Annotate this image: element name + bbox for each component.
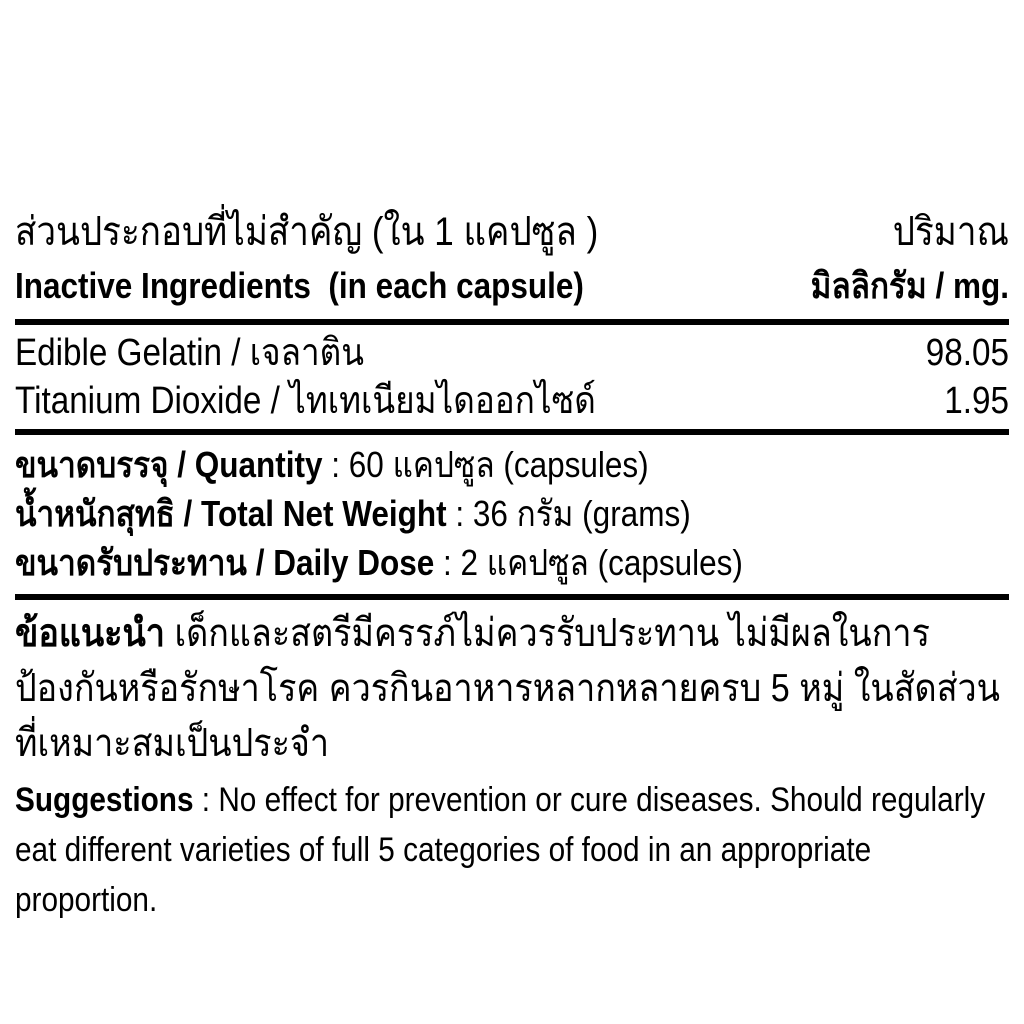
detail-label: ขนาดบรรจุ / Quantity xyxy=(15,444,323,485)
detail-value: : 36 กรัม (grams) xyxy=(446,493,691,534)
suggestions-label-thai: ข้อแนะนำ xyxy=(15,612,165,655)
suggestions-label-english: Suggestions xyxy=(15,781,194,819)
header-amount-english: มิลลิกรัม / mg. xyxy=(810,265,1009,306)
detail-row-quantity xyxy=(15,440,1009,489)
ingredient-amount: 1.95 xyxy=(944,380,1009,422)
table-header-english xyxy=(15,262,1009,310)
package-details xyxy=(15,435,1009,594)
ingredient-amount: 98.05 xyxy=(925,332,1009,374)
suggestions-text-english: : No effect for prevention or cure diseases. Should regularly eat different varieties of full 5 categories of food in an appropriate proportion. xyxy=(15,781,994,919)
detail-row-daily-dose xyxy=(15,538,1009,587)
table-row xyxy=(15,329,1009,377)
table-row xyxy=(15,377,1009,425)
detail-value: : 60 แคปซูล (capsules) xyxy=(322,444,649,485)
detail-value: : 2 แคปซูล (capsules) xyxy=(434,542,743,583)
ingredients-table xyxy=(15,325,1009,429)
divider-bottom xyxy=(15,594,1009,600)
detail-label: ขนาดรับประทาน / Daily Dose xyxy=(15,542,435,583)
label-content xyxy=(15,204,1009,925)
detail-label: น้ำหนักสุทธิ / Total Net Weight xyxy=(15,493,447,534)
ingredient-name: Edible Gelatin / เจลาติน xyxy=(15,332,364,374)
ingredient-name: Titanium Dioxide / ไทเทเนียมไดออกไซด์ xyxy=(15,380,596,422)
header-title-thai: ส่วนประกอบที่ไม่สำคัญ (ใน 1 แคปซูล ) xyxy=(15,210,599,254)
table-header-thai xyxy=(15,204,1009,260)
detail-row-net-weight xyxy=(15,489,1009,538)
header-amount-thai: ปริมาณ xyxy=(892,210,1009,254)
suggestions-thai xyxy=(15,606,1009,771)
suggestions-english xyxy=(15,775,1009,925)
header-title-english: Inactive Ingredients (in each capsule) xyxy=(15,265,584,306)
suggestions-text-thai: เด็กและสตรีมีครรภ์ไม่ควรรับประทาน ไม่มีผลในการป้องกันหรือรักษาโรค ควรกินอาหารหลากหลายครบ 5 หมู่ ในสัดส่วนที่เหมาะสมเป็นประจำ xyxy=(15,612,1001,765)
